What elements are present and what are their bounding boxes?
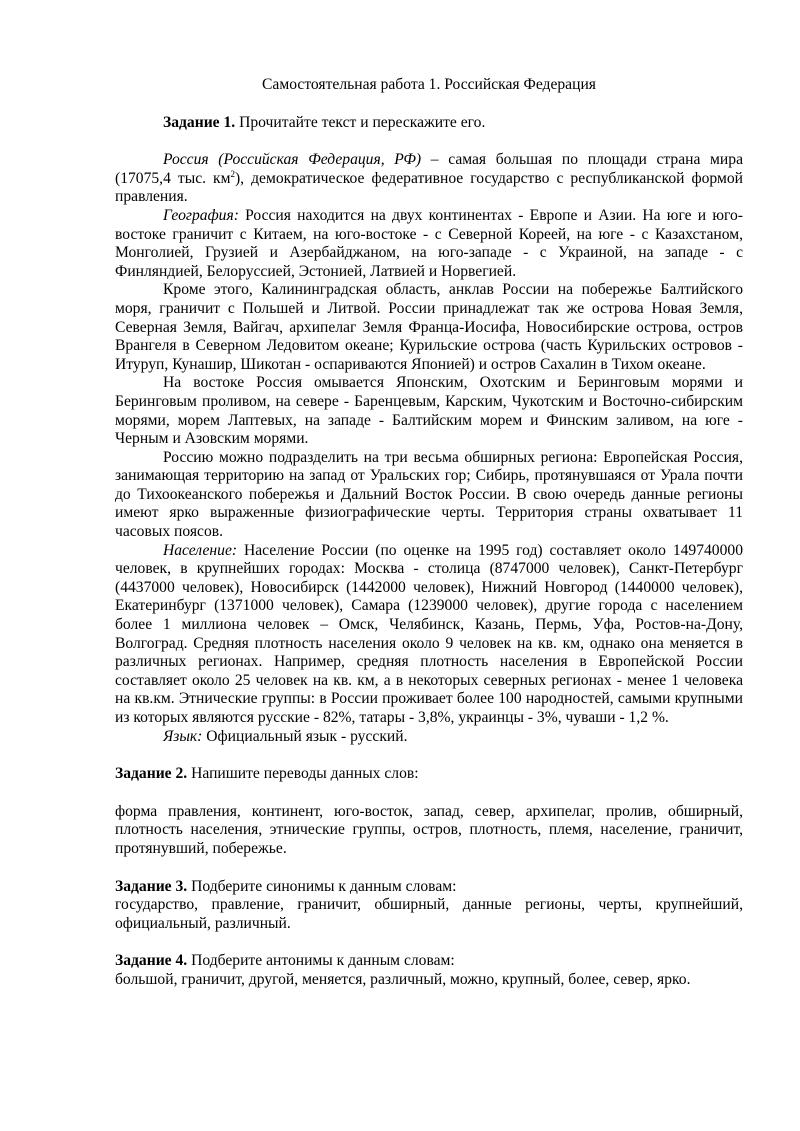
task-1-instruction: Прочитайте текст и перескажите его. <box>235 113 486 131</box>
paragraph-seas: На востоке Россия омывается Японским, Охотским и Беринговым морями и Беринговым проливом, на севере - Баренцевым, Карским, Чукотским и Восточно-сибирским морями, морем Лаптевых, на западе - Балтийским морем и Финским заливом, на юге - Черным и Азовским морями. <box>115 374 743 448</box>
paragraph-geography-body: Россия находится на двух континентах - Европе и Азии. На юге и юго-востоке граничит с Китаем, на юго-востоке - с Северной Кореей, на юге - с Казахстаном, Монголией, Грузией и Азербайджаном, на юго-западе - с Украиной, на западе - с Финляндией, Белоруссией, Эстонией, Латвией и Норвегией. <box>115 206 743 280</box>
paragraph-territories: Кроме этого, Калининградская область, анклав России на побережье Балтийского моря, граничит с Польшей и Литвой. России принадлежат так же острова Новая Земля, Северная Земля, Вайгач, архипелаг Земля Франца-Иосифа, Новосибирские острова, остров Врангеля в Северном Ледовитом океане; Курильские острова (часть Курильских островов - Итуруп, Кунашир, Шикотан - оспариваются Японией) и остров Сахалин в Тихом океане. <box>115 281 743 373</box>
task-4-label: Задание 4. <box>115 952 188 970</box>
task-4-instruction: Подберите антонимы к данным словам: <box>187 952 455 970</box>
task-3-word-list: государство, правление, граничит, обширный, данные регионы, черты, крупнейший, официальный, различный. <box>115 896 743 932</box>
paragraph-language <box>115 728 743 747</box>
paragraph-russia-body-b: ), демократическое федеративное государство с республиканской формой правления. <box>115 169 743 206</box>
task-4-word-list: большой, граничит, другой, меняется, различный, можно, крупный, более, север, ярко. <box>115 970 691 988</box>
task-1-heading <box>115 114 743 133</box>
task-4-heading <box>115 952 743 971</box>
paragraph-language-lead: Язык: <box>163 727 203 745</box>
paragraph-geography-lead: География: <box>163 206 239 224</box>
task-2-heading <box>115 765 743 784</box>
paragraph-population-lead: Население: <box>163 541 238 559</box>
paragraph-russia-lead: Россия (Российская Федерация, РФ) <box>163 151 422 169</box>
paragraph-population-body: Население России (по оценке на 1995 год) составляет около 149740000 человек, в крупнейших городах: Москва - столица (8747000 человек), Санкт-Петербург (4437000 человек), Новосибирск (1442000 человек), Нижний Новгород (1440000 человек), Екатеринбург (1371000 человек), Самара (1239000 человек), другие города с населением более 1 миллиона человек – Омск, Челябинск, Казань, Пермь, Уфа, Ростов-на-Дону, Волгоград. Средняя плотность населения около 9 человек на кв. км, однако она меняется в различных регионах. Например, средняя плотность населения в Европейской России составляет около 25 человек на кв. км, а в некоторых северных регионах - менее 1 человека на кв.км. Этнические группы: в России проживает более 100 народностей, самыми крупными из которых являются русские - 82%, татары - 3,8%, украинцы - 3%, чуваши - 1,2 %. <box>115 541 743 726</box>
paragraph-language-body: Официальный язык - русский. <box>202 727 408 745</box>
document-title: Самостоятельная работа 1. Российская Федерация <box>262 76 596 93</box>
paragraph-population <box>115 542 743 728</box>
task-2-instruction: Напишите переводы данных слов: <box>187 765 419 783</box>
paragraph-russia-body-a: – самая большая по площади страна мира (17075,4 тыс. км <box>115 151 743 187</box>
task-3-heading <box>115 878 743 897</box>
paragraph-regions: Россию можно подразделить на три весьма обширных региона: Европейская Россия, занимающая территорию на запад от Уральских гор; Сибирь, протянувшаяся от Урала почти до Тихоокеанского побережья и Дальний Восток России. В свою очередь данные регионы имеют ярко выраженные физиографические черты. Территория страны охватывает 11 часовых поясов. <box>115 448 743 541</box>
task-2-word-list: форма правления, континент, юго-восток, запад, север, архипелаг, пролив, обширный, плотность населения, этнические группы, остров, плотность, племя, население, граничит, протянувший, побережье. <box>115 802 743 857</box>
task-3-instruction: Подберите синонимы к данным словам: <box>187 877 457 895</box>
squared-superscript: 2 <box>230 168 235 179</box>
task-3-label: Задание 3. <box>115 877 188 895</box>
task-1-label: Задание 1. <box>163 113 236 131</box>
task-2-label: Задание 2. <box>115 765 188 783</box>
paragraph-geography <box>115 207 743 281</box>
paragraph-russia-intro <box>115 151 743 207</box>
